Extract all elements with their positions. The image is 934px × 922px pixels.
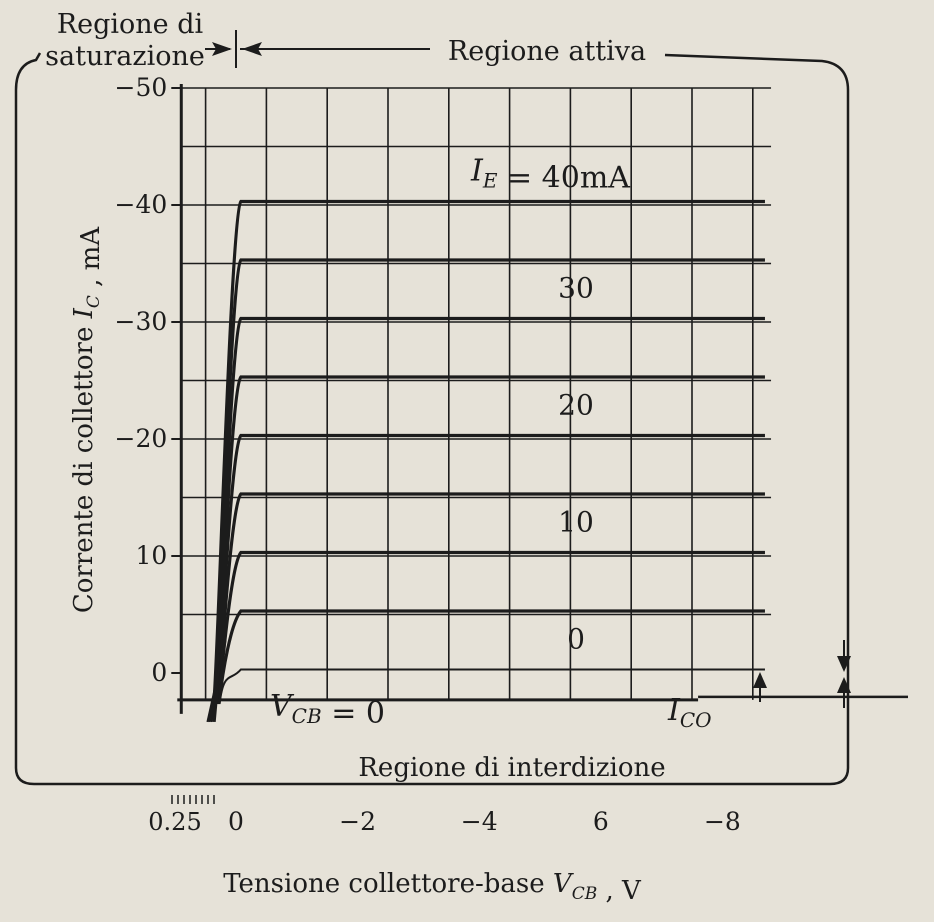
x-tick-label: 0 bbox=[228, 807, 244, 836]
y-tick-label: −30 bbox=[114, 307, 168, 336]
region-frame-layer bbox=[16, 30, 848, 784]
ico-label: $I_{CO}$ bbox=[668, 693, 712, 732]
saturation-region-label: Regione di bbox=[56, 9, 204, 40]
y-axis-title: Corrente di collettore $I_C$ , mA bbox=[69, 226, 106, 614]
y-tick-label: −50 bbox=[114, 73, 168, 102]
cutoff-region-label: Regione di interdizione bbox=[358, 753, 666, 783]
ico-arrowhead bbox=[753, 672, 767, 688]
series-label-20ma: 20 bbox=[558, 388, 594, 422]
region-frame bbox=[16, 53, 848, 784]
x-tick-label: −8 bbox=[703, 807, 741, 836]
characteristic-curve-35ma bbox=[214, 260, 764, 704]
series-label-30ma: 30 bbox=[558, 271, 594, 305]
active-region-label: Regione attiva bbox=[447, 36, 647, 67]
characteristic-curve-5ma bbox=[219, 611, 765, 704]
x-tick-label: −2 bbox=[339, 807, 377, 836]
series-label-40ma: $I_E = 40mA$ bbox=[471, 153, 630, 196]
characteristic-curve-20ma bbox=[217, 435, 765, 703]
series-label-10ma: 10 bbox=[558, 505, 594, 539]
x-tick-label: 6 bbox=[592, 807, 609, 836]
series-layer bbox=[207, 201, 765, 721]
vcb-zero-label: $V_{CB} = 0$ bbox=[270, 689, 385, 731]
characteristic-curve-15ma bbox=[217, 494, 765, 704]
saturation-region-label: saturazione bbox=[45, 41, 205, 72]
y-tick-label: 10 bbox=[135, 541, 168, 570]
characteristic-curve-10ma bbox=[218, 552, 765, 703]
characteristic-curve-25ma bbox=[216, 377, 765, 704]
series-label-0ma: 0 bbox=[567, 622, 585, 656]
y-tick-label: −40 bbox=[114, 190, 168, 219]
characteristic-curve-40ma bbox=[214, 201, 765, 703]
x-axis-title: Tensione collettore-base $V_{CB}$ , V bbox=[223, 869, 641, 906]
x-tick-label-saturation: 0.25 bbox=[148, 808, 202, 836]
y-tick-label: −20 bbox=[114, 424, 168, 453]
x-tick-label: −4 bbox=[460, 807, 498, 836]
y-tick-label: 0 bbox=[151, 658, 168, 687]
